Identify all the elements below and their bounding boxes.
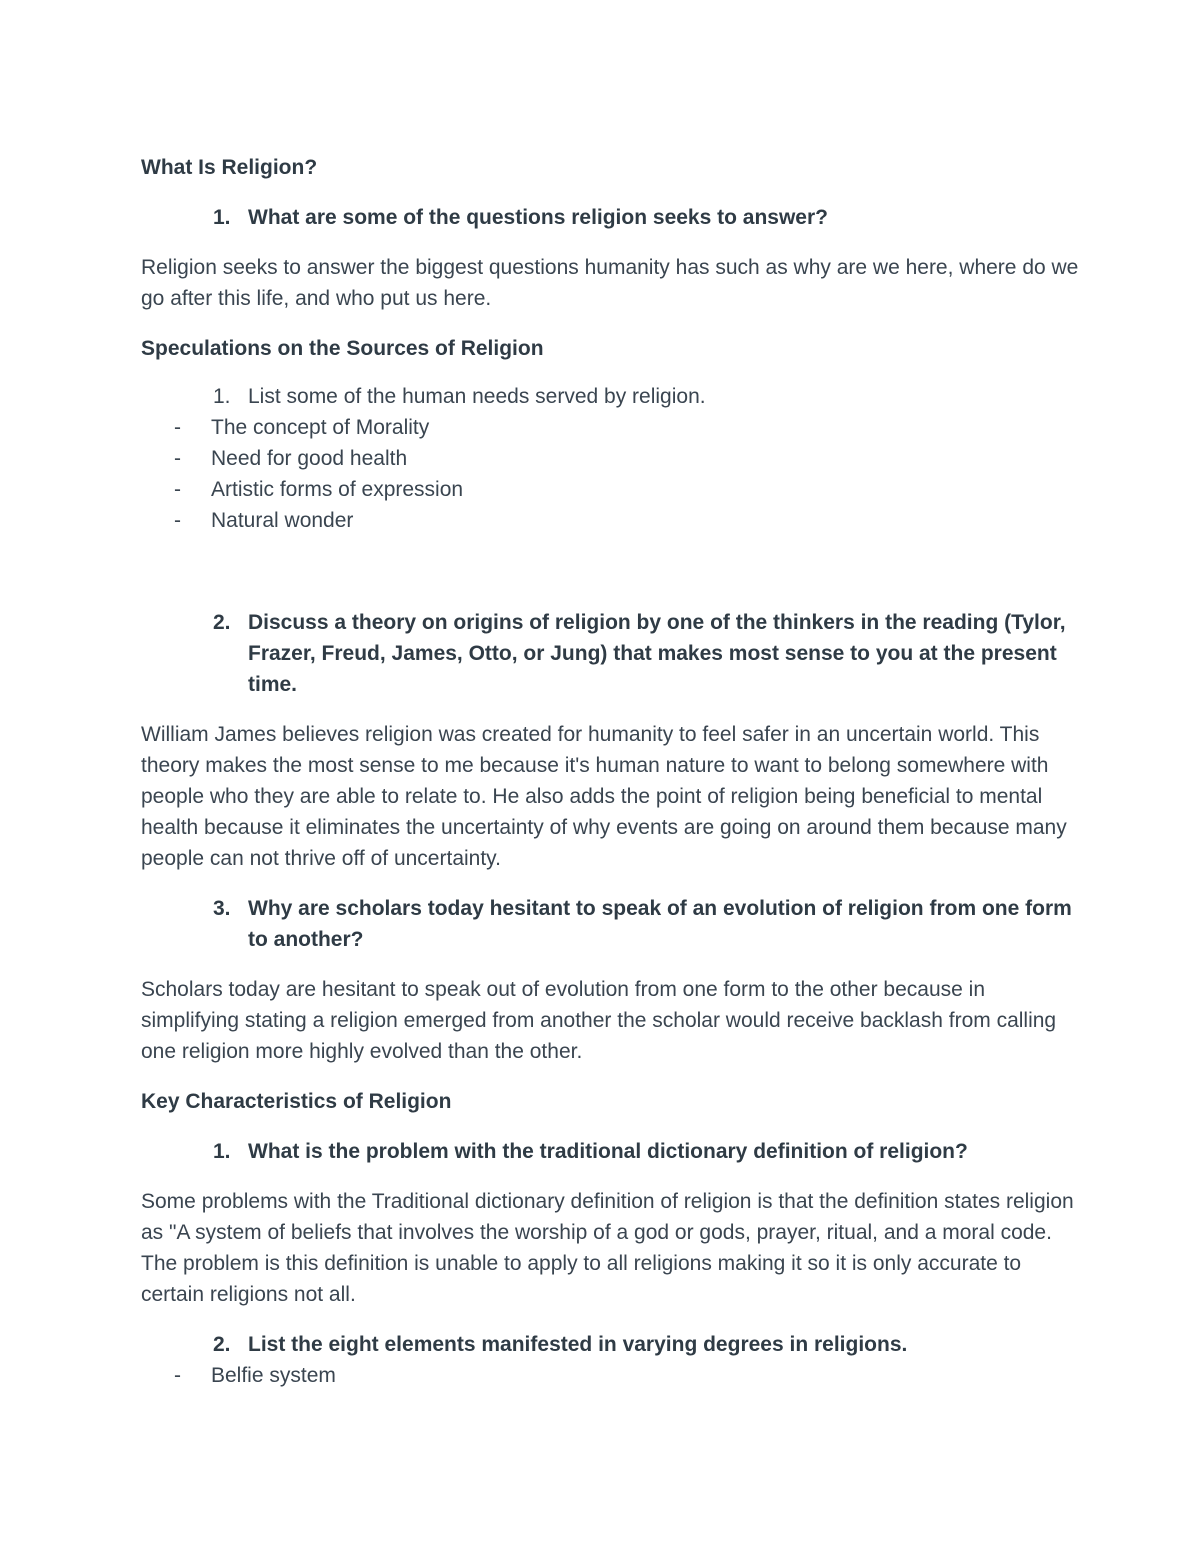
question-1-dictionary-definition	[141, 1136, 1081, 1167]
question-text: Discuss a theory on origins of religion by one of the thinkers in the reading (Tylor, Frazer, Freud, James, Otto, or Jung) that makes most sense to you at the present time.	[248, 611, 1066, 696]
question-1-human-needs	[141, 381, 1081, 412]
question-1-religion-questions	[141, 202, 1081, 233]
eight-elements-list	[141, 1360, 1081, 1391]
question-text: What are some of the questions religion seeks to answer?	[248, 206, 828, 229]
question-number: 3.	[213, 897, 231, 920]
answer-paragraph: Religion seeks to answer the biggest questions humanity has such as why are we here, where do we go after this life, and who put us here.	[141, 256, 1079, 310]
question-number: 2.	[213, 611, 231, 634]
list-item: - The concept of Morality	[141, 412, 1081, 443]
question-number: 1.	[213, 1140, 231, 1163]
list-item: - Belfie system	[141, 1360, 1081, 1391]
bullet-dash: -	[174, 509, 181, 532]
bullet-dash: -	[174, 478, 181, 501]
list-item: - Natural wonder	[141, 505, 1081, 536]
question-2-eight-elements	[141, 1329, 1081, 1360]
answer-paragraph: Scholars today are hesitant to speak out of evolution from one form to the other because in simplifying stating a religion emerged from another the scholar would receive backlash from calling one religion more highly evolved than the other.	[141, 978, 1057, 1063]
bullet-dash: -	[174, 1364, 181, 1387]
section-heading-speculations: Speculations on the Sources of Religion	[141, 337, 544, 360]
question-text: List some of the human needs served by religion.	[248, 385, 706, 408]
section-heading-key-characteristics: Key Characteristics of Religion	[141, 1090, 452, 1113]
bullet-dash: -	[174, 447, 181, 470]
question-number: 2.	[213, 1333, 231, 1356]
question-text: List the eight elements manifested in varying degrees in religions.	[248, 1333, 908, 1356]
question-2-theory-origins	[141, 607, 1081, 700]
question-number: 1.	[213, 206, 231, 229]
human-needs-list	[141, 412, 1081, 536]
question-number: 1.	[213, 385, 231, 408]
section-heading-what-is-religion: What Is Religion?	[141, 156, 318, 179]
answer-paragraph: William James believes religion was created for humanity to feel safer in an uncertain world. This theory makes the most sense to me because it's human nature to want to belong somewhere with people who they are able to relate to. He also adds the point of religion being beneficial to mental health because it eliminates the uncertainty of why events are going on around them because many people can not thrive off of uncertainty.	[141, 723, 1067, 870]
list-item: - Need for good health	[141, 443, 1081, 474]
question-text: What is the problem with the traditional dictionary definition of religion?	[248, 1140, 968, 1163]
question-text: Why are scholars today hesitant to speak of an evolution of religion from one form to another?	[248, 897, 1072, 951]
bullet-dash: -	[174, 416, 181, 439]
document-page	[141, 152, 1081, 1391]
list-item: - Artistic forms of expression	[141, 474, 1081, 505]
question-3-scholars-hesitant	[141, 893, 1081, 955]
answer-paragraph: Some problems with the Traditional dictionary definition of religion is that the definition states religion as "A system of beliefs that involves the worship of a god or gods, prayer, ritual, and a moral code. The problem is this definition is unable to apply to all religions making it so it is only accurate to certain religions not all.	[141, 1190, 1074, 1306]
